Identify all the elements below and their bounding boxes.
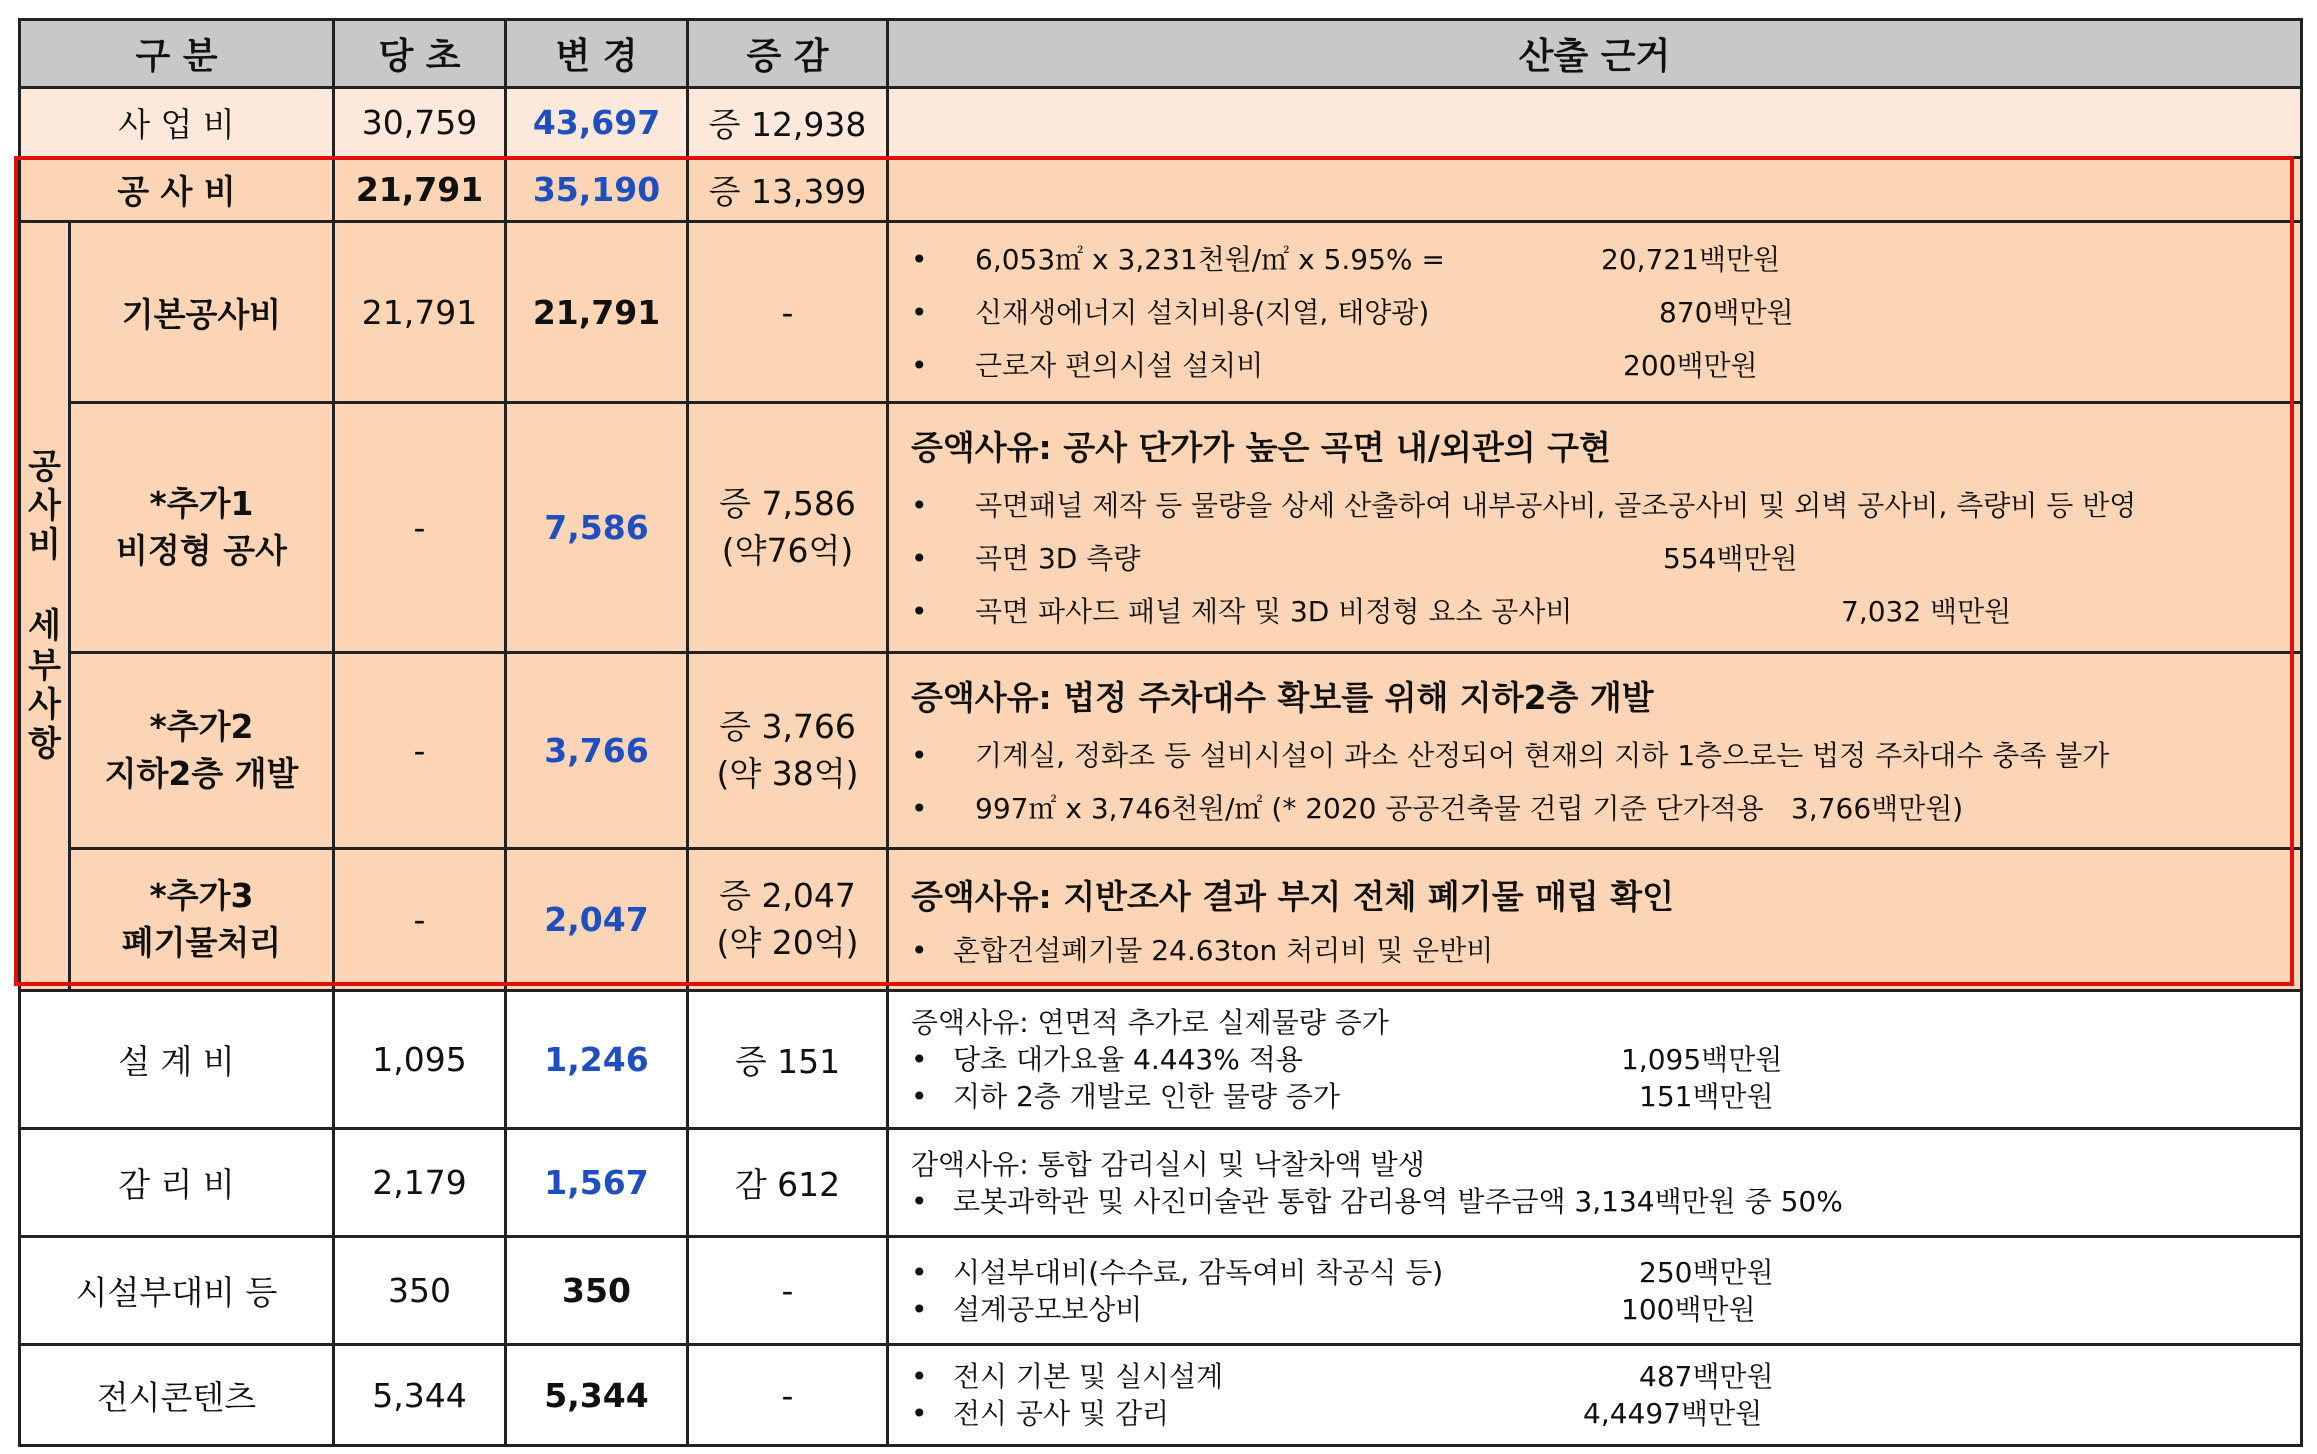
basic-diff: - <box>688 222 888 403</box>
supervision-basis <box>888 1129 2302 1237</box>
construction-basis <box>888 158 2302 222</box>
header-original: 당 초 <box>334 20 506 88</box>
add1-label: *추가1 비정형 공사 <box>70 403 334 653</box>
basis-bullet: • 로봇과학관 및 사진미술관 통합 감리용역 발주금액 3,134백만원 중 50% <box>911 1184 1843 1218</box>
row-add1 <box>20 403 2302 653</box>
facility-basis <box>888 1237 2302 1345</box>
add3-changed: 2,047 <box>506 849 688 991</box>
basis-bullet: • 전시 기본 및 실시설계 487백만원 <box>911 1360 1774 1393</box>
add1-changed: 7,586 <box>506 403 688 653</box>
row-exhibit <box>20 1345 2302 1446</box>
exhibit-label: 전시콘텐츠 <box>20 1345 334 1446</box>
design-basis <box>888 991 2302 1129</box>
basis-bullet: • 997㎡ x 3,746천원/㎡ (* 2020 공공건축물 건립 기준 단가적용 3,766백만원) <box>911 791 1964 825</box>
basis-bullet: • 곡면 파사드 패널 제작 및 3D 비정형 요소 공사비 7,032 백만원 <box>911 595 2012 628</box>
design-reason: 증액사유: 연면적 추가로 실제물량 증가 <box>911 1006 1389 1039</box>
construction-changed: 35,190 <box>506 158 688 222</box>
add1-original: - <box>334 403 506 653</box>
basis-bullet: • 혼합건설폐기물 24.63ton 처리비 및 운반비 <box>911 933 1494 967</box>
design-diff: 증 151 <box>688 991 888 1129</box>
construction-diff: 증 13,399 <box>688 158 888 222</box>
add3-label: *추가3 폐기물처리 <box>70 849 334 991</box>
design-label: 설 계 비 <box>20 991 334 1129</box>
add2-changed: 3,766 <box>506 653 688 849</box>
supervision-label: 감 리 비 <box>20 1129 334 1237</box>
row-design <box>20 991 2302 1129</box>
basis-bullet: • 시설부대비(수수료, 감독여비 착공식 등) 250백만원 <box>911 1255 1774 1289</box>
basis-bullet: • 설계공모보상비 100백만원 <box>911 1292 1756 1326</box>
exhibit-original: 5,344 <box>334 1345 506 1446</box>
header-changed: 변 경 <box>506 20 688 88</box>
add2-reason: 증액사유: 법정 주차대수 확보를 위해 지하2층 개발 <box>911 677 1654 717</box>
construction-label: 공 사 비 <box>20 158 334 222</box>
basis-bullet: • 지하 2층 개발로 인한 물량 증가 151백만원 <box>911 1080 1774 1113</box>
business-diff: 증 12,938 <box>688 88 888 158</box>
basis-bullet: • 기계실, 정화조 등 설비시설이 과소 산정되어 현재의 지하 1층으로는 법정 주차대수 충족 불가 <box>911 738 2110 772</box>
supervision-reason: 감액사유: 통합 감리실시 및 낙찰차액 발생 <box>911 1147 1425 1181</box>
add2-original: - <box>334 653 506 849</box>
row-add3 <box>20 849 2302 991</box>
basis-bullet: • 당초 대가요율 4.443% 적용 1,095백만원 <box>911 1043 1783 1076</box>
exhibit-diff: - <box>688 1345 888 1446</box>
row-add2 <box>20 653 2302 849</box>
add2-diff: 증 3,766 (약 38억) <box>688 653 888 849</box>
header-row <box>20 20 2302 88</box>
facility-label: 시설부대비 등 <box>20 1237 334 1345</box>
budget-table <box>18 18 2303 1447</box>
design-changed: 1,246 <box>506 991 688 1129</box>
construction-original: 21,791 <box>334 158 506 222</box>
design-original: 1,095 <box>334 991 506 1129</box>
exhibit-basis <box>888 1345 2302 1446</box>
facility-diff: - <box>688 1237 888 1345</box>
add1-diff: 증 7,586 (약76억) <box>688 403 888 653</box>
basis-bullet: • 전시 공사 및 감리 4,4497백만원 <box>911 1397 1763 1430</box>
construction-detail-label: 공 사 비 세 부 사 항 <box>20 222 70 991</box>
supervision-original: 2,179 <box>334 1129 506 1237</box>
row-basic <box>20 222 2302 403</box>
business-original: 30,759 <box>334 88 506 158</box>
row-facility <box>20 1237 2302 1345</box>
basis-bullet: • 곡면 3D 측량 554백만원 <box>911 542 1798 575</box>
basis-bullet: • 6,053㎡ x 3,231천원/㎡ x 5.95% = 20,721백만원 <box>911 242 1781 276</box>
business-basis <box>888 88 2302 158</box>
add3-original: - <box>334 849 506 991</box>
exhibit-changed: 5,344 <box>506 1345 688 1446</box>
basic-changed: 21,791 <box>506 222 688 403</box>
row-construction <box>20 158 2302 222</box>
business-label: 사 업 비 <box>20 88 334 158</box>
add2-basis <box>888 653 2302 849</box>
basis-bullet: • 신재생에너지 설치비용(지열, 태양광) 870백만원 <box>911 295 1794 329</box>
add1-basis <box>888 403 2302 653</box>
supervision-diff: 감 612 <box>688 1129 888 1237</box>
supervision-changed: 1,567 <box>506 1129 688 1237</box>
business-changed: 43,697 <box>506 88 688 158</box>
add2-label: *추가2 지하2층 개발 <box>70 653 334 849</box>
add3-reason: 증액사유: 지반조사 결과 부지 전체 폐기물 매립 확인 <box>911 876 1675 916</box>
row-business <box>20 88 2302 158</box>
basis-bullet: • 곡면패널 제작 등 물량을 상세 산출하여 내부공사비, 골조공사비 및 외벽 공사비, 측량비 등 반영 <box>911 489 2137 522</box>
facility-original: 350 <box>334 1237 506 1345</box>
header-category: 구 분 <box>20 20 334 88</box>
basic-basis <box>888 222 2302 403</box>
basic-label: 기본공사비 <box>70 222 334 403</box>
facility-changed: 350 <box>506 1237 688 1345</box>
header-basis: 산출 근거 <box>888 20 2302 88</box>
basis-bullet: • 근로자 편의시설 설치비 200백만원 <box>911 348 1758 382</box>
add1-reason: 증액사유: 공사 단가가 높은 곡면 내/외관의 구현 <box>911 428 1611 467</box>
basic-original: 21,791 <box>334 222 506 403</box>
add3-basis <box>888 849 2302 991</box>
row-supervision <box>20 1129 2302 1237</box>
add3-diff: 증 2,047 (약 20억) <box>688 849 888 991</box>
header-diff: 증 감 <box>688 20 888 88</box>
